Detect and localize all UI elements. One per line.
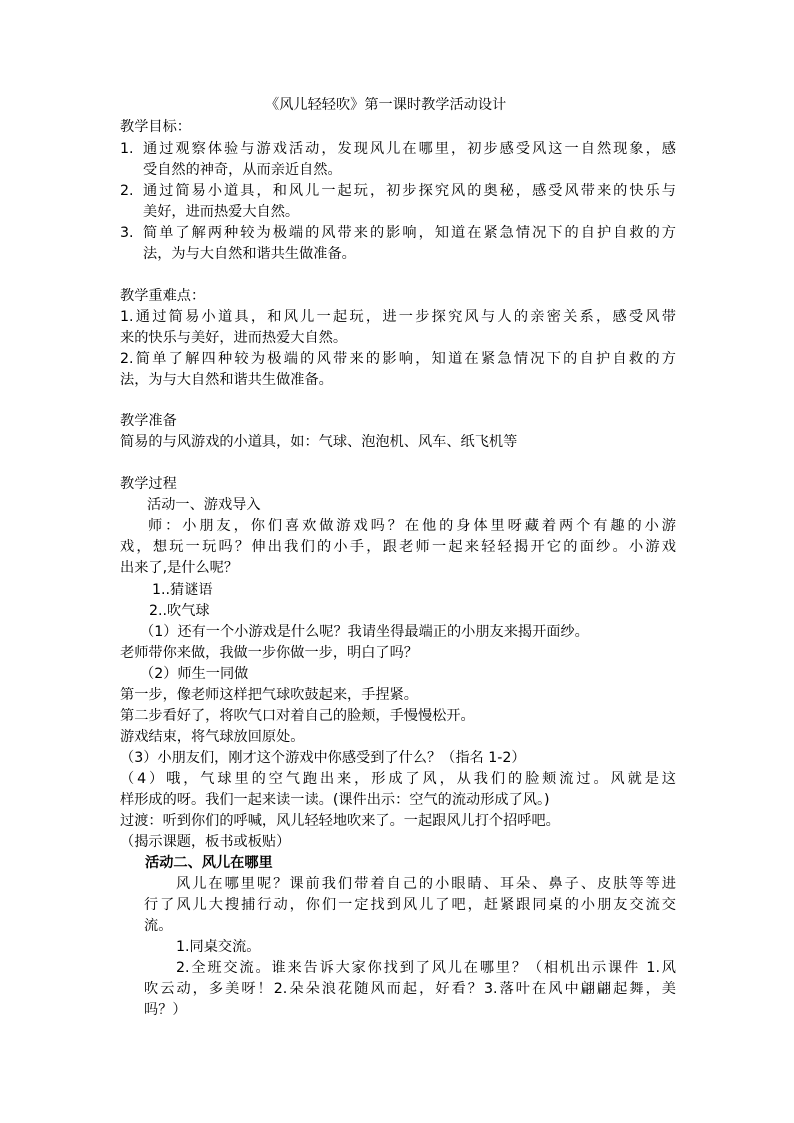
reveal-line: （揭示课题，板书或板贴） [120, 834, 291, 850]
activity1-title: 活动一、游戏导入 [147, 497, 261, 513]
goals-heading: 教学目标： [120, 119, 191, 135]
goal-number: 3. [120, 225, 134, 241]
goal-line: 法，为与大自然和谐共生做准备。 [143, 246, 356, 262]
game-item: 1..猜谜语 [152, 582, 213, 598]
activity2-title: 活动二、风儿在哪里 [145, 855, 273, 871]
step-line: （2）师生一同做 [140, 666, 249, 682]
step-line: （3）小朋友们，刚才这个游戏中你感受到了什么？（指名 1-2） [120, 750, 526, 766]
step-line: 第二步看好了，将吹气口对着自己的脸颊，手慢慢松开。 [120, 708, 475, 724]
prep-heading: 教学准备 [120, 413, 177, 429]
transition-line: 过渡：听到你们的呼喊，风儿轻轻地吹来了。一起跟风儿打个招呼吧。 [120, 813, 560, 829]
step-line: （4）哦，气球里的空气跑出来，形成了风，从我们的脸颊流过。风就是这 [120, 771, 676, 787]
step-line: 老师带你来做，我做一步你做一步，明白了吗？ [120, 645, 418, 661]
key-point-line: 2.简单了解四种较为极端的风带来的影响，知道在紧急情况下的自护自救的方 [120, 351, 676, 367]
activity2-item-line: 吗？） [144, 1002, 187, 1018]
activity1-intro-line: 师：小朋友，你们喜欢做游戏吗？在他的身体里呀藏着两个有趣的小游 [148, 518, 676, 534]
process-heading: 教学过程 [120, 476, 177, 492]
key-point-line: 法，为与大自然和谐共生做准备。 [120, 372, 333, 388]
activity2-intro-line: 行了风儿大搜捕行动，你们一定找到风儿了吧，赶紧跟同桌的小朋友交流交 [144, 897, 676, 913]
step-line: 游戏结束，将气球放回原处。 [120, 729, 305, 745]
game-item: 2..吹气球 [149, 603, 210, 619]
key-points-heading: 教学重难点： [120, 288, 206, 304]
activity2-item: 1.同桌交流。 [176, 939, 261, 955]
goal-line: 受自然的神奇，从而亲近自然。 [143, 162, 342, 178]
key-point-line: 1.通过简易小道具，和风儿一起玩，进一步探究风与人的亲密关系，感受风带 [120, 309, 676, 325]
goal-number: 2. [120, 183, 134, 199]
activity2-intro-line: 风儿在哪里呢？课前我们带着自己的小眼睛、耳朵、鼻子、皮肤等等进 [176, 876, 676, 892]
step-line: 样形成的呀。我们一起来读一读。(课件出示：空气的流动形成了风。) [120, 792, 550, 808]
activity1-intro-line: 戏，想玩一玩吗？伸出我们的小手，跟老师一起来轻轻揭开它的面纱。小游戏 [120, 539, 676, 555]
key-point-line: 来的快乐与美好，进而热爱大自然。 [120, 330, 348, 346]
prep-text: 简易的与风游戏的小道具，如：气球、泡泡机、风车、纸飞机等 [120, 434, 518, 450]
activity2-item-line: 吹云动，多美呀！2.朵朵浪花随风而起，好看？3.落叶在风中翩翩起舞，美 [144, 981, 676, 997]
activity2-item-line: 2.全班交流。谁来告诉大家你找到了风儿在哪里？（相机出示课件 1.风 [176, 960, 676, 976]
goal-line: 通过观察体验与游戏活动，发现风儿在哪里，初步感受风这一自然现象，感 [143, 141, 676, 157]
goal-line: 通过简易小道具，和风儿一起玩，初步探究风的奥秘，感受风带来的快乐与 [143, 183, 676, 199]
step-line: 第一步，像老师这样把气球吹鼓起来，手捏紧。 [120, 687, 418, 703]
activity1-intro-line: 出来了,是什么呢？ [120, 560, 239, 576]
activity2-intro-line: 流。 [144, 918, 173, 934]
goal-number: 1. [120, 141, 134, 157]
step-line: （1）还有一个小游戏是什么呢？我请坐得最端正的小朋友来揭开面纱。 [140, 624, 589, 640]
document-title: 《风儿轻轻吹》第一课时教学活动设计 [265, 97, 507, 113]
goal-line: 美好，进而热爱大自然。 [143, 204, 300, 220]
goal-line: 简单了解两种较为极端的风带来的影响，知道在紧急情况下的自护自救的方 [143, 225, 676, 241]
